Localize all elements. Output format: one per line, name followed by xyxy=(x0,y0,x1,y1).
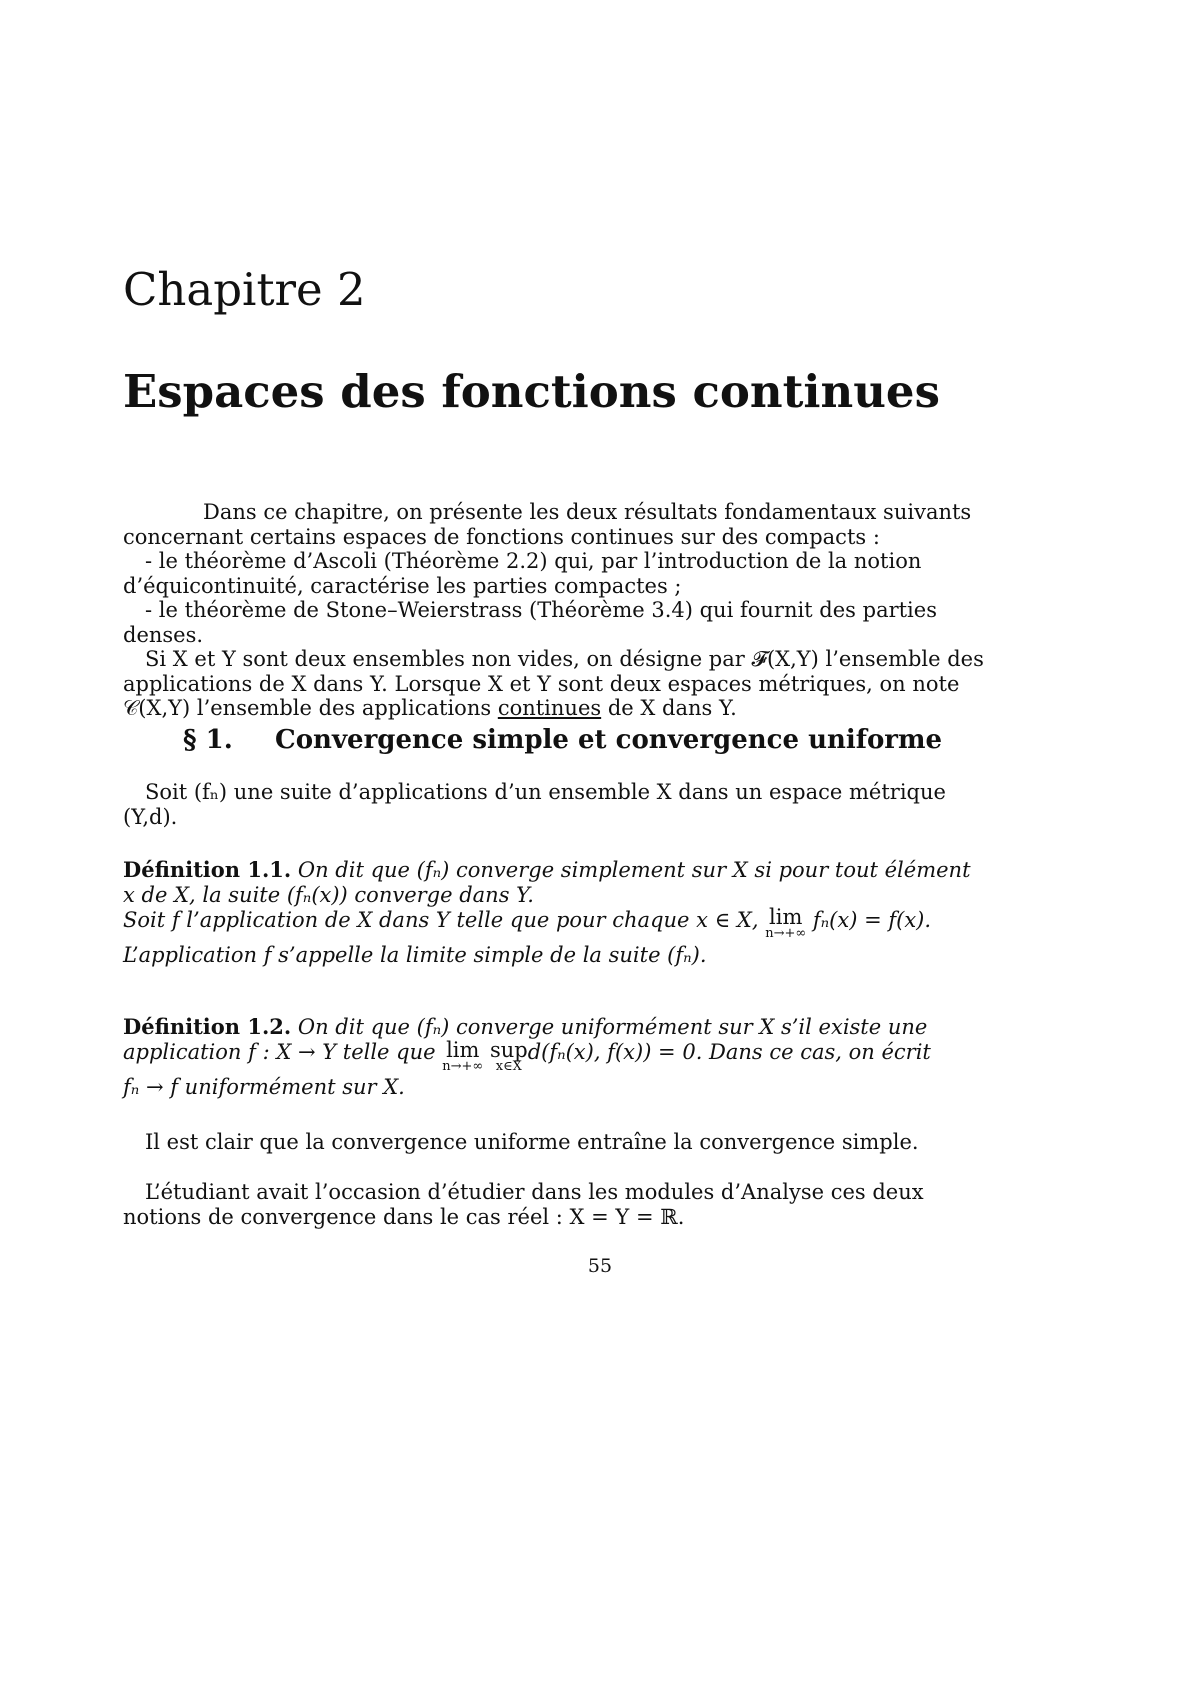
intro-line: Si X et Y sont deux ensembles non vides, on désigne par 𝓕(X,Y) l’ensemble des applications de X dans Y. Lorsque X et Y sont deux espaces métriques, on note xyxy=(123,647,984,696)
sup-operator xyxy=(489,1037,528,1074)
definition-text: fₙ(x) = f(x). xyxy=(812,908,932,932)
intro-text: de X dans Y. xyxy=(601,696,737,720)
limit-operator xyxy=(442,1037,484,1074)
sup-label: sup xyxy=(489,1037,528,1062)
intro-line: Dans ce chapitre, on présente les deux résultats fondamentaux suivants concernant certains espaces de fonctions continues sur des compacts : xyxy=(123,500,972,549)
definition-text: On dit que (fₙ) converge uniformément sur X s’il existe une xyxy=(297,1015,928,1039)
paragraph-text: Il est clair que la convergence uniforme entraîne la convergence simple. xyxy=(145,1130,919,1154)
lim-subscript: n→+∞ xyxy=(765,926,807,941)
intro-line: - le théorème d’Ascoli (Théorème 2.2) qui, par l’introduction de la notion d’équicontinuité, caractérise les parties compactes ; xyxy=(123,549,922,598)
intro-paragraph xyxy=(123,500,985,721)
intro-last-line xyxy=(123,696,985,721)
definition-label: Définition 1.1. xyxy=(123,857,292,882)
lim-label: lim xyxy=(769,905,803,929)
lim-label: lim xyxy=(446,1037,480,1062)
paragraph-clair xyxy=(123,1130,985,1155)
definition-text: On dit que (fₙ) converge simplement sur X si pour tout élément x de X, la suite (fₙ(x)) converge dans Y. xyxy=(123,858,971,907)
lim-subscript: n→+∞ xyxy=(442,1058,484,1074)
limit-operator xyxy=(765,907,806,940)
sup-subscript: x∈X xyxy=(495,1058,522,1074)
section-heading xyxy=(183,725,1045,755)
definition-text: L’application f s’appelle la limite simple de la suite (fₙ). xyxy=(123,943,707,967)
page-number: 55 xyxy=(587,1255,613,1277)
paragraph-text: L’étudiant avait l’occasion d’étudier dans les modules d’Analyse ces deux notions de convergence dans le cas réel : X = Y = ℝ. xyxy=(123,1180,924,1229)
definition-text: Soit f l’application de X dans Y telle que pour chaque x ∈ X, xyxy=(123,908,759,932)
intro-line: - le théorème de Stone–Weierstrass (Théorème 3.4) qui fournit des parties denses. xyxy=(123,598,937,647)
definition-text: application f : X → Y telle que xyxy=(123,1039,436,1064)
definition-text: d(fₙ(x), f(x)) = 0. Dans ce cas, on écrit xyxy=(527,1039,931,1064)
definition-1 xyxy=(123,858,985,968)
definition-text: fₙ → f uniformément sur X. xyxy=(123,1074,405,1099)
section-number: § 1. xyxy=(183,725,233,755)
underlined-word: continues xyxy=(497,696,602,720)
section-title: Convergence simple et convergence uniforme xyxy=(275,725,943,755)
definition-2 xyxy=(123,1015,985,1099)
chapter-title: Espaces des fonctions continues xyxy=(123,365,940,418)
definition-label: Définition 1.2. xyxy=(123,1014,292,1039)
intro-text: 𝒞(X,Y) l’ensemble des applications xyxy=(123,696,498,720)
chapter-label: Chapitre 2 xyxy=(123,263,366,316)
paragraph-etudiant xyxy=(123,1180,985,1229)
intro-paragraph-soit: Soit (fₙ) une suite d’applications d’un ensemble X dans un espace métrique (Y,d). xyxy=(123,780,946,829)
